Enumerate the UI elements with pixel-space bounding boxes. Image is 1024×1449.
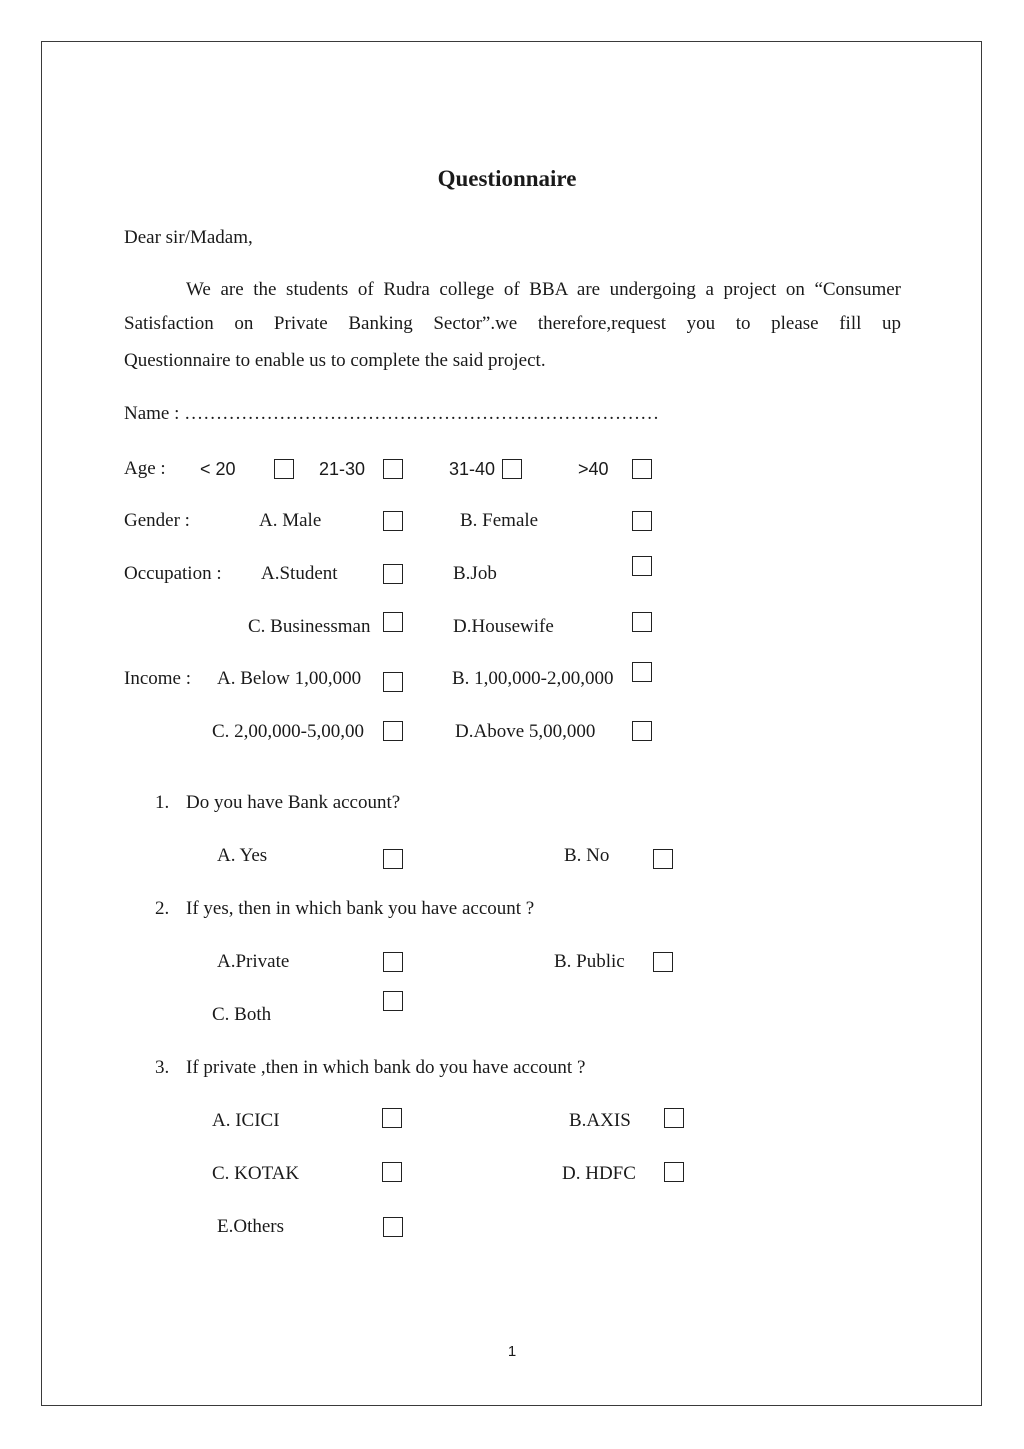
q3-others-checkbox[interactable] [383,1217,403,1237]
occupation-businessman-checkbox[interactable] [383,612,403,632]
answer-option-label: E.Others [217,1216,285,1237]
occupation-student-checkbox[interactable] [383,564,403,584]
q2-private-checkbox[interactable] [383,952,403,972]
intro-line-2: Satisfaction on Private Banking Sector”.we therefore,request you to please fill up [124,313,901,334]
age-option-label: 21-30 [319,459,366,479]
answer-option-label: A. ICICI [212,1110,280,1131]
salutation: Dear sir/Madam, [124,227,253,248]
gender-option-label: A. Male [259,510,322,531]
income-option-label: C. 2,00,000-5,00,00 [212,721,364,742]
age-over-40-checkbox[interactable] [632,459,652,479]
age-label: Age : [124,458,166,479]
age-option-label: >40 [578,459,609,479]
answer-option-label: A. Yes [217,845,268,866]
answer-option-label: C. Both [212,1004,272,1025]
income-label: Income : [124,668,192,689]
income-2l-5l-checkbox[interactable] [383,721,403,741]
gender-male-checkbox[interactable] [383,511,403,531]
intro-line-3: Questionnaire to enable us to complete the said project. [124,350,546,371]
page-number: 1 [507,1343,517,1360]
question-text: If private ,then in which bank do you have account ? [186,1057,586,1078]
page-title: Questionnaire [437,166,577,191]
occupation-option-label: C. Businessman [248,616,371,637]
question-text: If yes, then in which bank you have account ? [186,898,535,919]
q1-no-checkbox[interactable] [653,849,673,869]
answer-option-label: D. HDFC [562,1163,636,1184]
question-number: 3. [155,1057,170,1078]
income-option-label: D.Above 5,00,000 [455,721,596,742]
age-option-label: 31-40 [449,459,496,479]
gender-option-label: B. Female [460,510,539,531]
answer-option-label: A.Private [217,951,290,972]
q3-kotak-checkbox[interactable] [382,1162,402,1182]
income-above-5l-checkbox[interactable] [632,721,652,741]
q2-both-checkbox[interactable] [383,991,403,1011]
income-below-1l-checkbox[interactable] [383,672,403,692]
q3-axis-checkbox[interactable] [664,1108,684,1128]
occupation-option-label: A.Student [261,563,338,584]
question-text: Do you have Bank account? [186,792,401,813]
gender-female-checkbox[interactable] [632,511,652,531]
intro-line-1: We are the students of Rudra college of BBA are undergoing a project on “Consumer [186,279,901,300]
question-number: 2. [155,898,170,919]
occupation-option-label: D.Housewife [453,616,554,637]
occupation-job-checkbox[interactable] [632,556,652,576]
age-under-20-checkbox[interactable] [274,459,294,479]
gender-label: Gender : [124,510,190,531]
answer-option-label: B. No [564,845,610,866]
income-1l-2l-checkbox[interactable] [632,662,652,682]
income-option-label: B. 1,00,000-2,00,000 [452,668,614,689]
answer-option-label: C. KOTAK [212,1163,300,1184]
age-21-30-checkbox[interactable] [383,459,403,479]
occupation-option-label: B.Job [453,563,497,584]
income-option-label: A. Below 1,00,000 [217,668,362,689]
age-31-40-checkbox[interactable] [502,459,522,479]
answer-option-label: B. Public [554,951,625,972]
occupation-housewife-checkbox[interactable] [632,612,652,632]
name-field[interactable]: Name : ………………………………………………………………… [124,403,660,424]
q1-yes-checkbox[interactable] [383,849,403,869]
question-number: 1. [155,792,170,813]
answer-option-label: B.AXIS [569,1110,631,1131]
q2-public-checkbox[interactable] [653,952,673,972]
q3-icici-checkbox[interactable] [382,1108,402,1128]
occupation-label: Occupation : [124,563,222,584]
q3-hdfc-checkbox[interactable] [664,1162,684,1182]
age-option-label: < 20 [200,459,236,479]
